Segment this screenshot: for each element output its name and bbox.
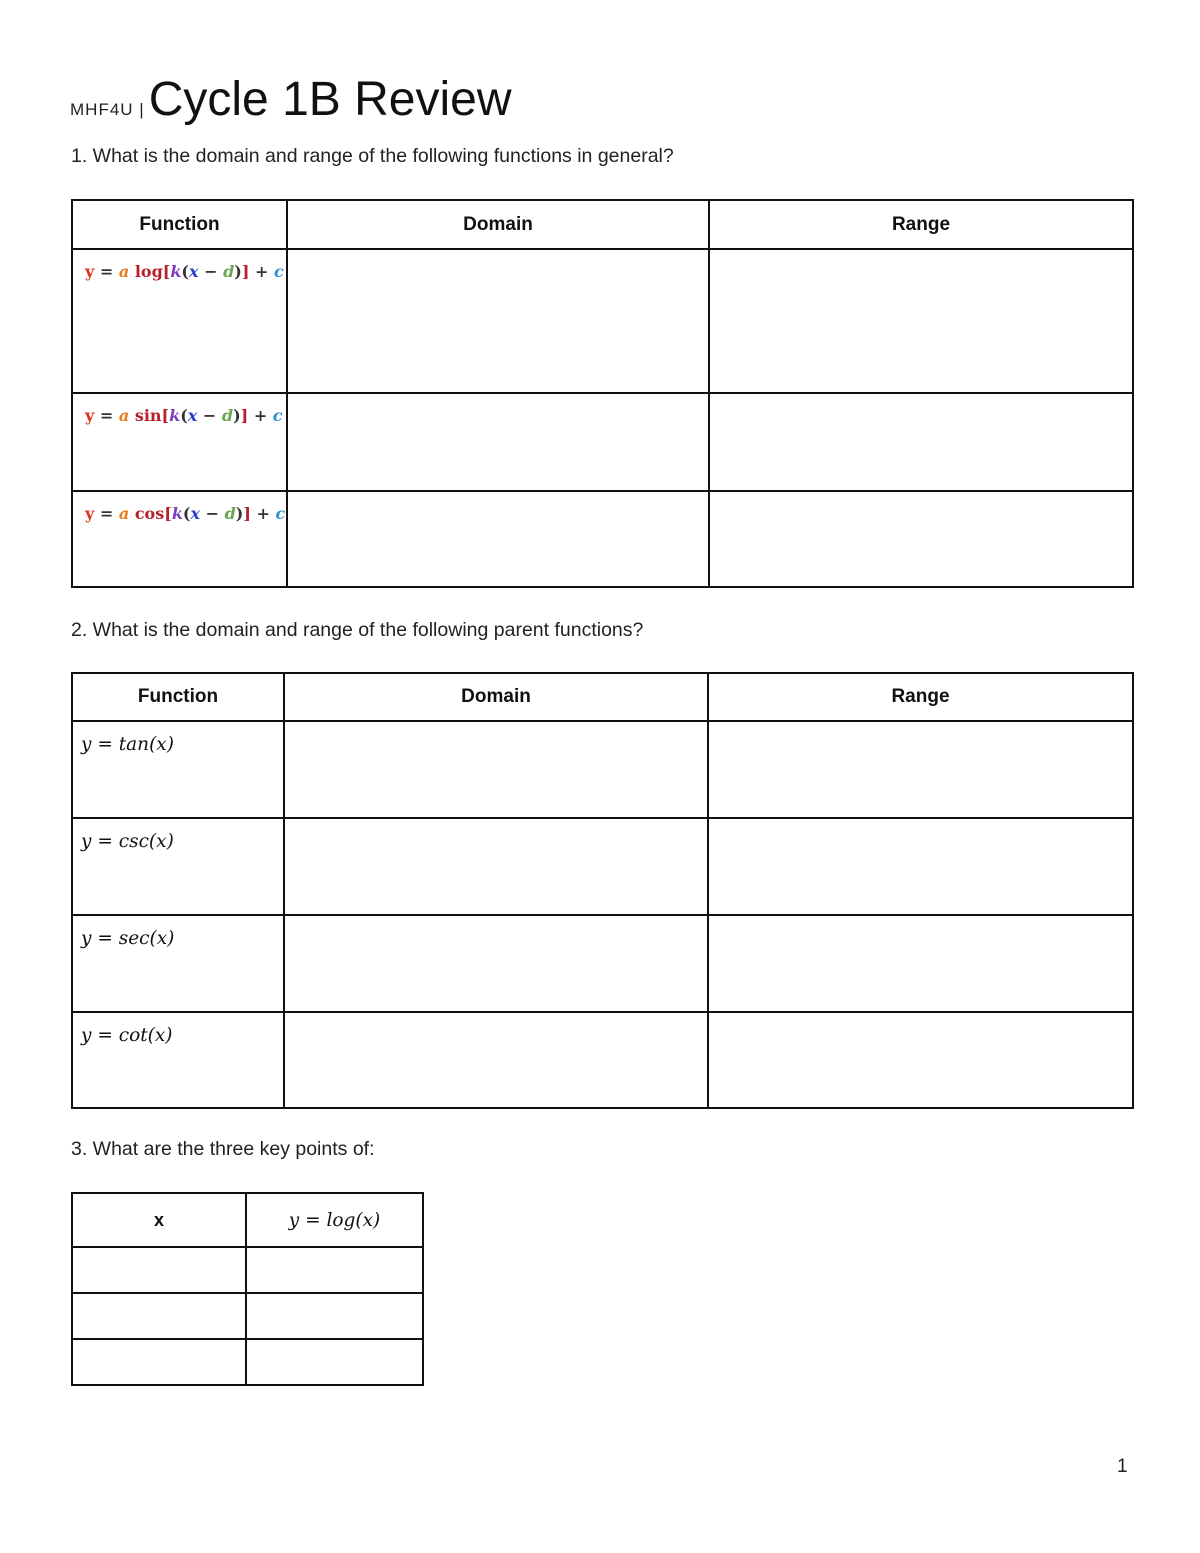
function-csc: y = csc(x)	[72, 818, 284, 915]
range-cell[interactable]	[708, 1012, 1133, 1108]
range-cell[interactable]	[709, 249, 1133, 393]
x-cell[interactable]	[72, 1293, 246, 1339]
range-cell[interactable]	[709, 491, 1133, 587]
q2-header-function: Function	[72, 673, 284, 721]
q3-header-log: y = log(x)	[246, 1193, 423, 1247]
domain-cell[interactable]	[284, 1012, 708, 1108]
function-sec: y = sec(x)	[72, 915, 284, 1012]
question-3: 3. What are the three key points of:	[71, 1138, 375, 1160]
question-1: 1. What is the domain and range of the following functions in general?	[71, 145, 674, 167]
x-cell[interactable]	[72, 1339, 246, 1385]
page-header	[70, 72, 512, 127]
function-sin: y = a sin[k(x − d)] + c	[72, 393, 287, 491]
q2-row-tan	[72, 721, 1133, 818]
q1-row-log	[72, 249, 1133, 393]
q2-table	[71, 672, 1134, 1109]
q1-row-cos	[72, 491, 1133, 587]
range-cell[interactable]	[708, 915, 1133, 1012]
function-cot: y = cot(x)	[72, 1012, 284, 1108]
domain-cell[interactable]	[287, 249, 709, 393]
q2-header-domain: Domain	[284, 673, 708, 721]
q1-header-range: Range	[709, 200, 1133, 249]
x-cell[interactable]	[72, 1247, 246, 1293]
y-cell[interactable]	[246, 1293, 423, 1339]
course-code: MHF4U |	[70, 100, 145, 119]
y-cell[interactable]	[246, 1339, 423, 1385]
question-2: 2. What is the domain and range of the following parent functions?	[71, 619, 644, 641]
domain-cell[interactable]	[284, 818, 708, 915]
function-cos: y = a cos[k(x − d)] + c	[72, 491, 287, 587]
q2-header-range: Range	[708, 673, 1133, 721]
q3-header-x: x	[72, 1193, 246, 1247]
page-title: Cycle 1B Review	[148, 73, 512, 126]
q1-header-function: Function	[72, 200, 287, 249]
q1-row-sin	[72, 393, 1133, 491]
function-tan: y = tan(x)	[72, 721, 284, 818]
q3-table	[71, 1192, 424, 1386]
domain-cell[interactable]	[287, 393, 709, 491]
q1-table	[71, 199, 1134, 588]
q2-row-sec	[72, 915, 1133, 1012]
q1-header-domain: Domain	[287, 200, 709, 249]
q2-row-cot	[72, 1012, 1133, 1108]
domain-cell[interactable]	[284, 721, 708, 818]
range-cell[interactable]	[708, 721, 1133, 818]
page-number: 1	[1117, 1456, 1128, 1477]
range-cell[interactable]	[709, 393, 1133, 491]
range-cell[interactable]	[708, 818, 1133, 915]
function-log: y = a log[k(x − d)] + c	[72, 249, 287, 393]
domain-cell[interactable]	[284, 915, 708, 1012]
y-cell[interactable]	[246, 1247, 423, 1293]
q2-row-csc	[72, 818, 1133, 915]
domain-cell[interactable]	[287, 491, 709, 587]
